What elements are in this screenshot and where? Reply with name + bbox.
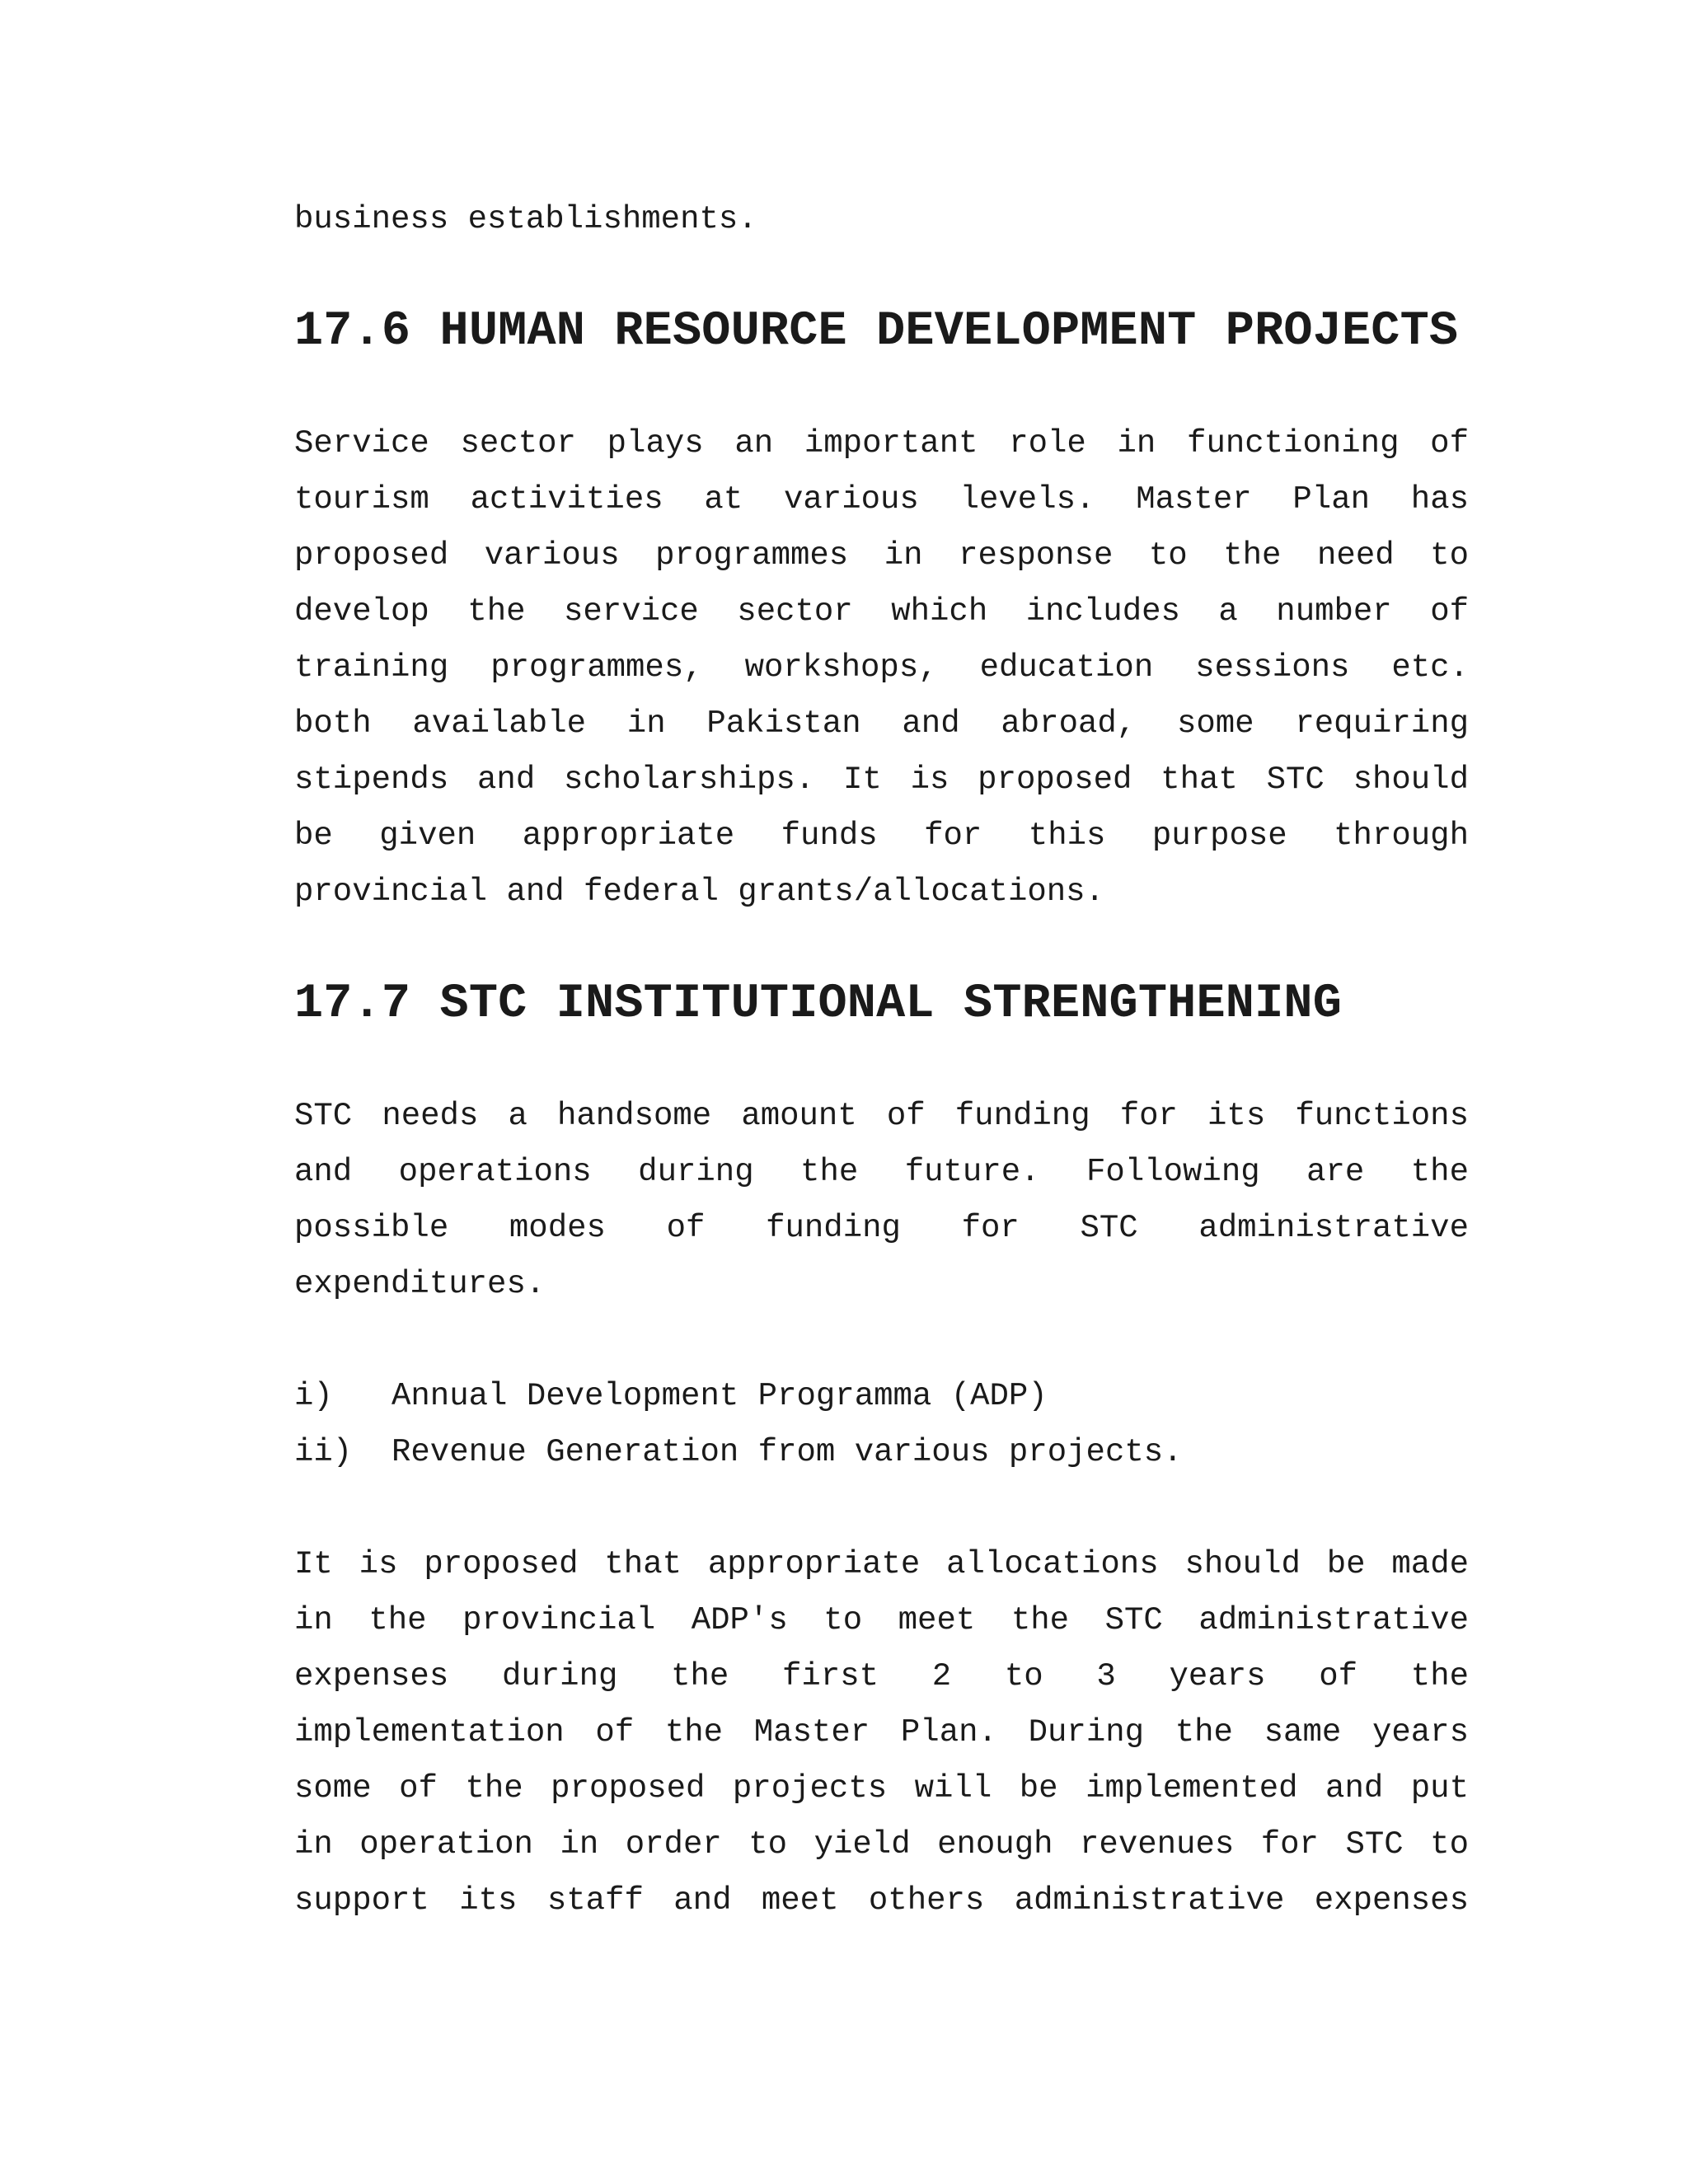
text-line: training programmes, workshops, education sessions etc.: [294, 649, 1469, 686]
text-line: expenditures.: [294, 1266, 546, 1302]
text-line: both available in Pakistan and abroad, some requiring: [294, 705, 1469, 742]
spacer: [294, 920, 1469, 976]
text-line: some of the proposed projects will be implemented and put: [294, 1770, 1469, 1807]
text-line: in the provincial ADP's to meet the STC administrative: [294, 1602, 1469, 1638]
text-line: develop the service sector which includes a number of: [294, 593, 1469, 630]
spacer: [294, 1480, 1469, 1536]
list-marker: i): [294, 1378, 333, 1414]
section-heading-17-6: 17.6 HUMAN RESOURCE DEVELOPMENT PROJECTS: [294, 303, 1459, 359]
spacer: [294, 247, 1469, 303]
text-line: proposed various programmes in response to the need to: [294, 537, 1469, 574]
list-item-text: Annual Development Programma (ADP): [392, 1378, 1048, 1414]
spacer: [294, 1312, 1469, 1368]
text-line: be given appropriate funds for this purpose through: [294, 818, 1469, 854]
text-line: It is proposed that appropriate allocations should be made: [294, 1546, 1469, 1582]
text-line: expenses during the first 2 to 3 years of the: [294, 1658, 1469, 1694]
text-line: implementation of the Master Plan. During the same years: [294, 1714, 1469, 1750]
paragraph-human-resource: [294, 415, 1469, 920]
list-item: [294, 1368, 1469, 1424]
text-line: STC needs a handsome amount of funding for its functions: [294, 1098, 1469, 1134]
text-line: stipends and scholarships. It is proposed that STC should: [294, 762, 1469, 798]
text-line: provincial and federal grants/allocations.: [294, 874, 1104, 910]
list-marker: ii): [294, 1434, 353, 1470]
spacer: [294, 1032, 1469, 1088]
document-body: [294, 191, 1469, 1929]
text-line: in operation in order to yield enough revenues for STC to: [294, 1826, 1469, 1863]
text-line: Service sector plays an important role in functioning of: [294, 425, 1469, 462]
list-item-text: Revenue Generation from various projects.: [392, 1434, 1183, 1470]
list-item: [294, 1424, 1469, 1480]
text-line: tourism activities at various levels. Master Plan has: [294, 481, 1469, 518]
text-line: support its staff and meet others administrative expenses: [294, 1882, 1469, 1919]
lead-fragment: business establishments.: [294, 201, 757, 237]
section-heading-17-7: 17.7 STC INSTITUTIONAL STRENGTHENING: [294, 976, 1343, 1031]
text-line: and operations during the future. Following are the: [294, 1154, 1469, 1190]
paragraph-allocations: [294, 1536, 1469, 1929]
spacer: [294, 359, 1469, 415]
funding-modes-list: [294, 1368, 1469, 1480]
paragraph-stc-funding: [294, 1088, 1469, 1312]
text-line: possible modes of funding for STC administrative: [294, 1210, 1469, 1246]
